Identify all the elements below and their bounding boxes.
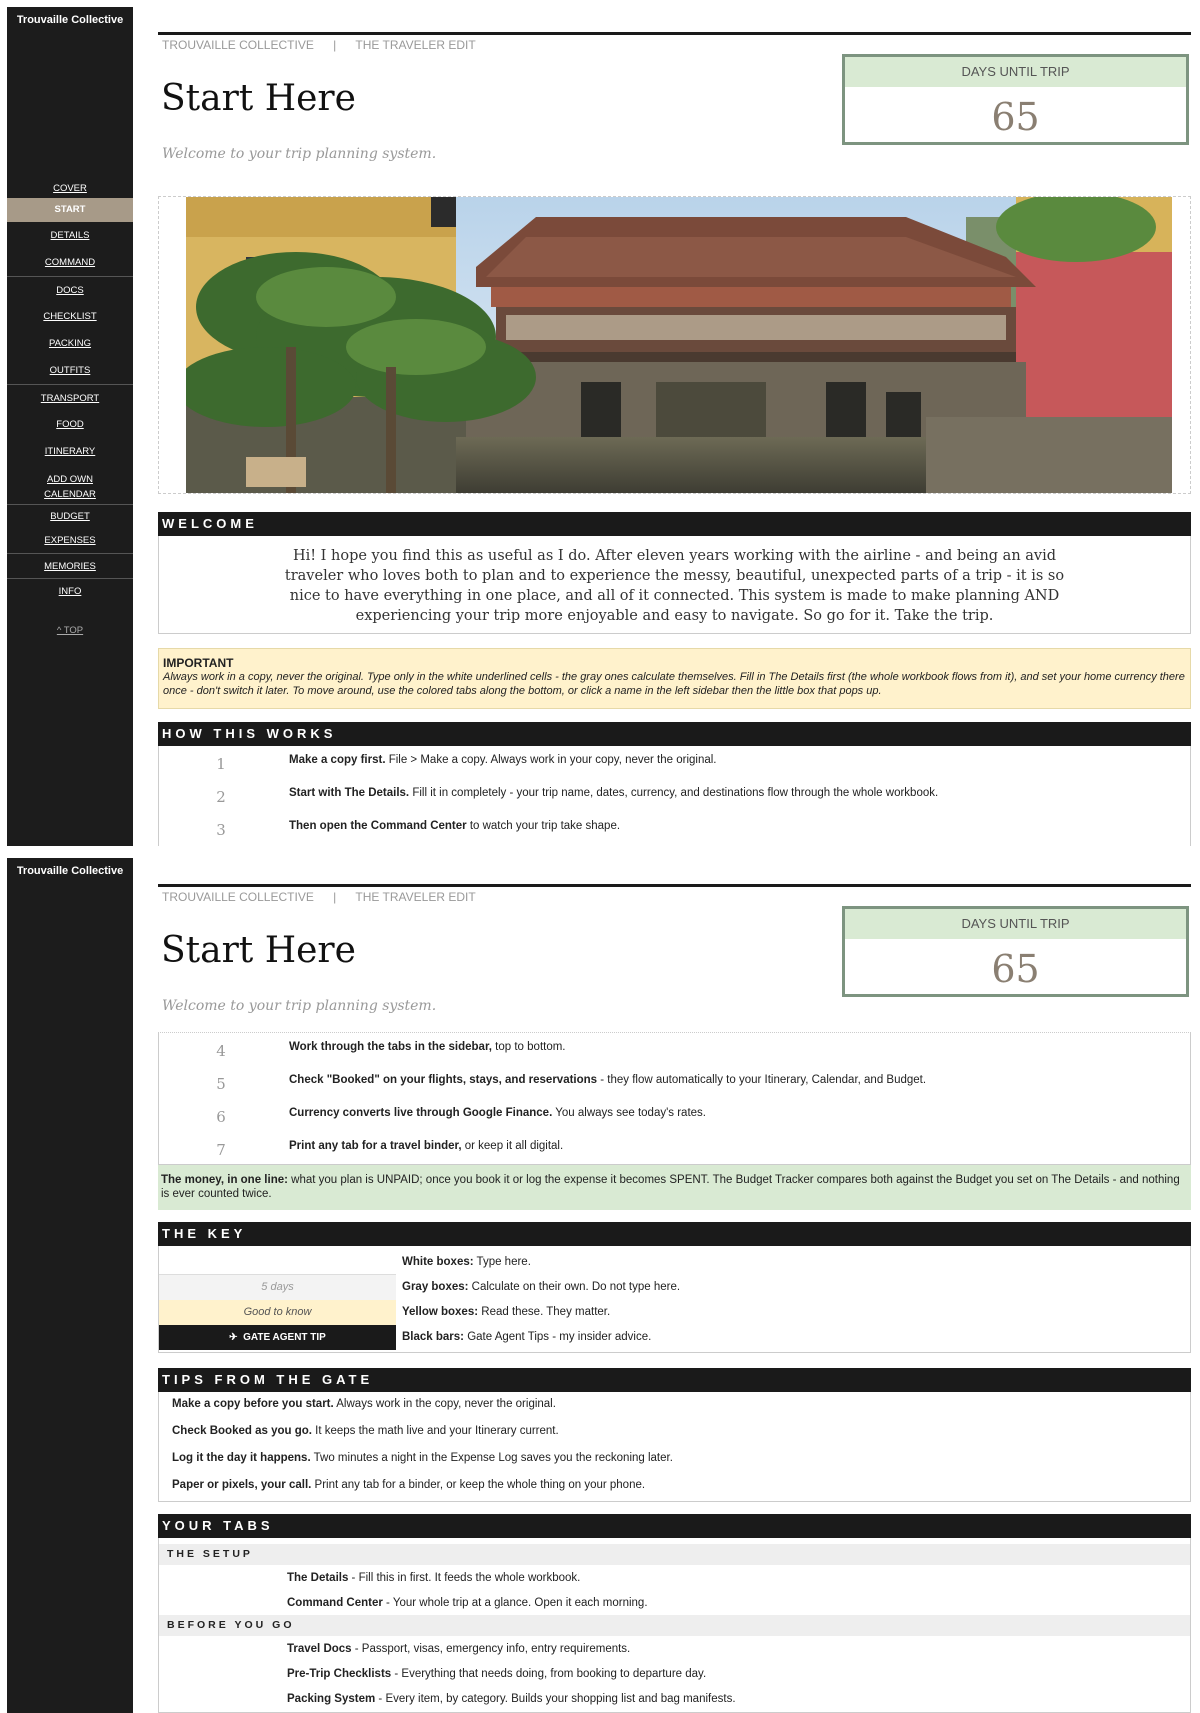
- page-subtitle: Welcome to your trip planning system.: [162, 146, 437, 162]
- the-key-heading: THE KEY: [158, 1222, 1191, 1246]
- how-steps-box-continued: [158, 1032, 1191, 1165]
- step-text: Currency converts live through Google Finance. You always see today's rates.: [289, 1107, 706, 1119]
- breadcrumb-edition: THE TRAVELER EDIT: [355, 38, 476, 52]
- sidebar-item-command[interactable]: COMMAND: [44, 257, 96, 268]
- gray-swatch: 5 days: [159, 1275, 396, 1300]
- breadcrumb-separator: |: [333, 890, 337, 904]
- step-row: [159, 812, 1190, 845]
- breadcrumb: [162, 38, 476, 52]
- screen-bottom: [0, 852, 1200, 1713]
- how-this-works-heading: HOW THIS WORKS: [158, 722, 1191, 746]
- sidebar-item-transport[interactable]: TRANSPORT: [7, 384, 133, 411]
- bridge-photo: [186, 197, 1172, 493]
- sidebar-item-packing[interactable]: PACKING: [48, 338, 92, 349]
- sidebar-item-food[interactable]: FOOD: [56, 419, 84, 430]
- tip-item: Make a copy before you start. Always work in the copy, never the original.: [172, 1398, 556, 1410]
- sidebar: [7, 7, 133, 846]
- key-description: Black bars: Gate Agent Tips - my insider advice.: [402, 1331, 652, 1343]
- breadcrumb-separator: |: [333, 38, 337, 52]
- page-title: Start Here: [161, 930, 356, 971]
- main-content: [158, 0, 1191, 846]
- how-steps-box: [158, 746, 1191, 846]
- page-title: Start Here: [161, 78, 356, 119]
- days-until-trip-value: 65: [991, 947, 1040, 991]
- important-text: Always work in a copy, never the original. Type only in the white underlined cells - the gray ones calculate themselves. Fill in The Details first (the whole workbook flows from it), and set your home currency there once - don't switch it later. To move around, use the colored tabs along the bottom, or click a name in the left sidebar then the little box that pops up.: [163, 671, 1185, 697]
- step-text: Check "Booked" on your flights, stays, and reservations - they flow automatically to your Itinerary, Calendar, and Budget.: [289, 1074, 927, 1086]
- tab-description: Packing System - Every item, by category. Builds your shopping list and bag manifests.: [287, 1693, 736, 1705]
- days-until-trip-value: 65: [991, 95, 1040, 139]
- step-text: Work through the tabs in the sidebar, top to bottom.: [289, 1041, 566, 1053]
- welcome-text: Hi! I hope you find this as useful as I do. After eleven years working with the airline - and being an avid traveler who loves both to plan and to experience the messy, beautiful, unexpected parts of a trip - it is so nice to have everything in one place, and all of it connected. This system is made to make planning AND experiencing your trip more enjoyable and easy to navigate. So go for it. Take the trip.: [284, 548, 1065, 624]
- sidebar-item-calendar[interactable]: CALENDAR: [44, 489, 96, 500]
- white-swatch: [159, 1250, 396, 1275]
- sidebar-brand: Trouvaille Collective: [16, 14, 124, 26]
- screen-top: [0, 0, 1200, 846]
- sidebar-item-memories[interactable]: MEMORIES: [7, 553, 133, 578]
- sidebar: [7, 858, 133, 1713]
- sidebar-item-docs[interactable]: DOCS: [7, 276, 133, 303]
- sidebar-item-itinerary[interactable]: ITINERARY: [44, 446, 96, 457]
- step-row: [159, 779, 1190, 812]
- step-text: Start with The Details. Fill it in completely - your trip name, dates, currency, and destinations flow through the whole workbook.: [289, 787, 939, 799]
- sidebar-brand: Trouvaille Collective: [16, 865, 124, 877]
- tabs-group-setup: THE SETUP: [159, 1544, 1190, 1565]
- important-callout: [158, 648, 1191, 709]
- tip-item: Check Booked as you go. It keeps the math live and your Itinerary current.: [172, 1425, 559, 1437]
- step-text: Print any tab for a travel binder, or keep it all digital.: [289, 1140, 564, 1152]
- header-rule: [158, 884, 1191, 887]
- tab-description: Pre-Trip Checklists - Everything that needs doing, from booking to departure day.: [287, 1668, 707, 1680]
- tabs-group-before: BEFORE YOU GO: [159, 1615, 1190, 1636]
- money-text: what you plan is UNPAID; once you book it or log the expense it becomes SPENT. The Budget Tracker compares both against the Budget you set on The Details - and nothing is ever counted twice.: [161, 1174, 1180, 1200]
- tips-heading: TIPS FROM THE GATE: [158, 1368, 1191, 1392]
- step-number: 7: [216, 1141, 226, 1159]
- step-number: 3: [216, 821, 226, 839]
- breadcrumb: [162, 890, 476, 904]
- key-row-gray: [159, 1275, 1190, 1300]
- tab-description: Command Center - Your whole trip at a glance. Open it each morning.: [287, 1597, 648, 1609]
- step-number: 6: [216, 1108, 226, 1126]
- step-number: 4: [216, 1042, 226, 1060]
- key-description: White boxes: Type here.: [402, 1256, 531, 1268]
- days-until-trip-card: [842, 906, 1189, 997]
- your-tabs-heading: YOUR TABS: [158, 1514, 1191, 1538]
- tip-item: Log it the day it happens. Two minutes a night in the Expense Log saves you the reckoning later.: [172, 1452, 673, 1464]
- money-callout: [158, 1165, 1191, 1210]
- yellow-swatch: Good to know: [159, 1300, 396, 1325]
- welcome-box: [158, 536, 1191, 634]
- black-swatch-label: GATE AGENT TIP: [243, 1332, 326, 1343]
- black-swatch: [159, 1325, 396, 1350]
- tip-item: Paper or pixels, your call. Print any tab for a binder, or keep the whole thing on your phone.: [172, 1479, 646, 1491]
- breadcrumb-edition: THE TRAVELER EDIT: [355, 890, 476, 904]
- sidebar-item-details[interactable]: DETAILS: [50, 230, 90, 241]
- key-box: [158, 1246, 1191, 1353]
- tab-description: Travel Docs - Passport, visas, emergency info, entry requirements.: [287, 1643, 631, 1655]
- hero-photo-frame: [158, 196, 1191, 494]
- breadcrumb-brand: TROUVAILLE COLLECTIVE: [162, 890, 314, 904]
- days-until-trip-label: DAYS UNTIL TRIP: [845, 57, 1186, 87]
- days-until-trip-label: DAYS UNTIL TRIP: [845, 909, 1186, 939]
- money-label: The money, in one line:: [161, 1174, 288, 1186]
- sidebar-item-outfits[interactable]: OUTFITS: [49, 365, 91, 376]
- sidebar-nav: [7, 179, 133, 651]
- sidebar-item-top[interactable]: ^ TOP: [56, 625, 84, 636]
- sidebar-item-add-own[interactable]: ADD OWN: [47, 474, 93, 485]
- tabs-box: [158, 1538, 1191, 1713]
- sidebar-item-expenses[interactable]: EXPENSES: [44, 535, 96, 546]
- main-content: [158, 852, 1191, 1713]
- step-row: [159, 1066, 1190, 1099]
- step-text: Then open the Command Center to watch your trip take shape.: [289, 820, 621, 832]
- days-until-trip-card: [842, 54, 1189, 145]
- sidebar-item-info[interactable]: INFO: [7, 578, 133, 603]
- key-description: Yellow boxes: Read these. They matter.: [402, 1306, 611, 1318]
- step-row: [159, 746, 1190, 779]
- step-number: 5: [216, 1075, 226, 1093]
- tab-description: The Details - Fill this in first. It feeds the whole workbook.: [287, 1572, 581, 1584]
- step-number: 1: [216, 755, 226, 773]
- step-row: [159, 1132, 1190, 1165]
- key-row-black: [159, 1325, 1190, 1350]
- step-number: 2: [216, 788, 226, 806]
- tips-box: [158, 1392, 1191, 1502]
- step-row: [159, 1099, 1190, 1132]
- step-row: [159, 1033, 1190, 1066]
- header-rule: [158, 32, 1191, 35]
- key-row-yellow: [159, 1300, 1190, 1325]
- page-subtitle: Welcome to your trip planning system.: [162, 998, 437, 1014]
- sidebar-item-start[interactable]: START: [7, 198, 133, 222]
- sidebar-item-cover[interactable]: COVER: [53, 183, 87, 194]
- breadcrumb-brand: TROUVAILLE COLLECTIVE: [162, 38, 314, 52]
- sidebar-item-checklist[interactable]: CHECKLIST: [43, 311, 97, 322]
- sidebar-item-budget[interactable]: BUDGET: [7, 504, 133, 528]
- key-description: Gray boxes: Calculate on their own. Do not type here.: [402, 1281, 681, 1293]
- step-text: Make a copy first. File > Make a copy. Always work in your copy, never the original.: [289, 754, 717, 766]
- important-label: IMPORTANT: [163, 656, 234, 670]
- welcome-heading: WELCOME: [158, 512, 1191, 536]
- plane-icon: ✈: [229, 1332, 244, 1343]
- key-row-white: [159, 1250, 1190, 1275]
